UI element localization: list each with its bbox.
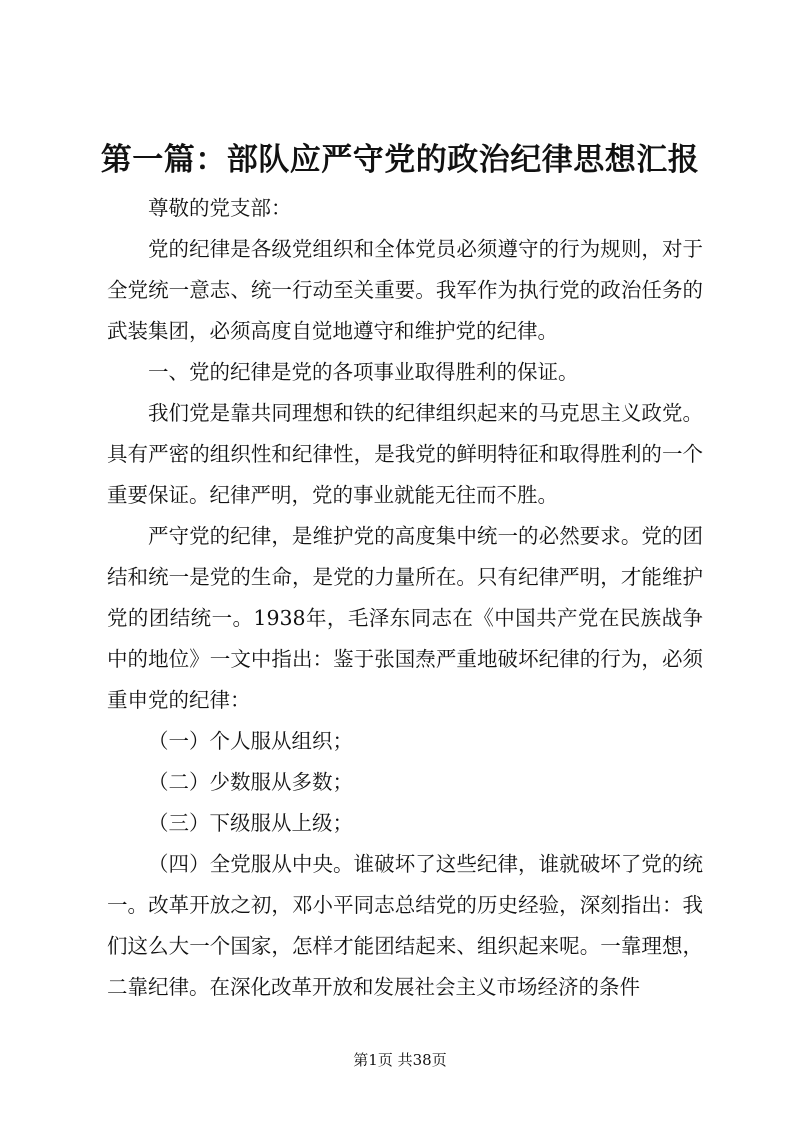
list-item: （二）少数服从多数； (148, 770, 353, 794)
paragraph: 党的纪律是各级党组织和全体党员必须遵守的行为规则，对于全党统一意志、统一行动至关重要。我军作为执行党的政治任务的武装集团，必须高度自觉地遵守和维护党的纪律。 (107, 237, 703, 343)
document-body (107, 188, 703, 1008)
section-heading: 一、党的纪律是党的各项事业取得胜利的保证。 (148, 360, 579, 384)
document-title: 第一篇：部队应严守党的政治纪律思想汇报 (100, 142, 700, 178)
paragraph: 严守党的纪律，是维护党的高度集中统一的必然要求。党的团结和统一是党的生命，是党的力量所在。只有纪律严明，才能维护党的团结统一。1938年，毛泽东同志在《中国共产党在民族战争中的地位》一文中指出：鉴于张国焘严重地破坏纪律的行为，必须重申党的纪律： (107, 524, 703, 712)
paragraph: 我们党是靠共同理想和铁的纪律组织起来的马克思主义政党。具有严密的组织性和纪律性，是我党的鲜明特征和取得胜利的一个重要保证。纪律严明，党的事业就能无往而不胜。 (107, 401, 703, 507)
page-footer: 第1页 共38页 (353, 1051, 447, 1069)
list-item: （一）个人服从组织； (148, 729, 353, 753)
list-item: （四）全党服从中央。谁破坏了这些纪律，谁就破坏了党的统一。改革开放之初，邓小平同志总结党的历史经验，深刻指出：我们这么大一个国家，怎样才能团结起来、组织起来呢。一靠理想，二靠纪律。在深化改革开放和发展社会主义市场经济的条件 (107, 852, 703, 999)
list-item: （三）下级服从上级； (148, 811, 353, 835)
salutation: 尊敬的党支部： (148, 196, 292, 220)
